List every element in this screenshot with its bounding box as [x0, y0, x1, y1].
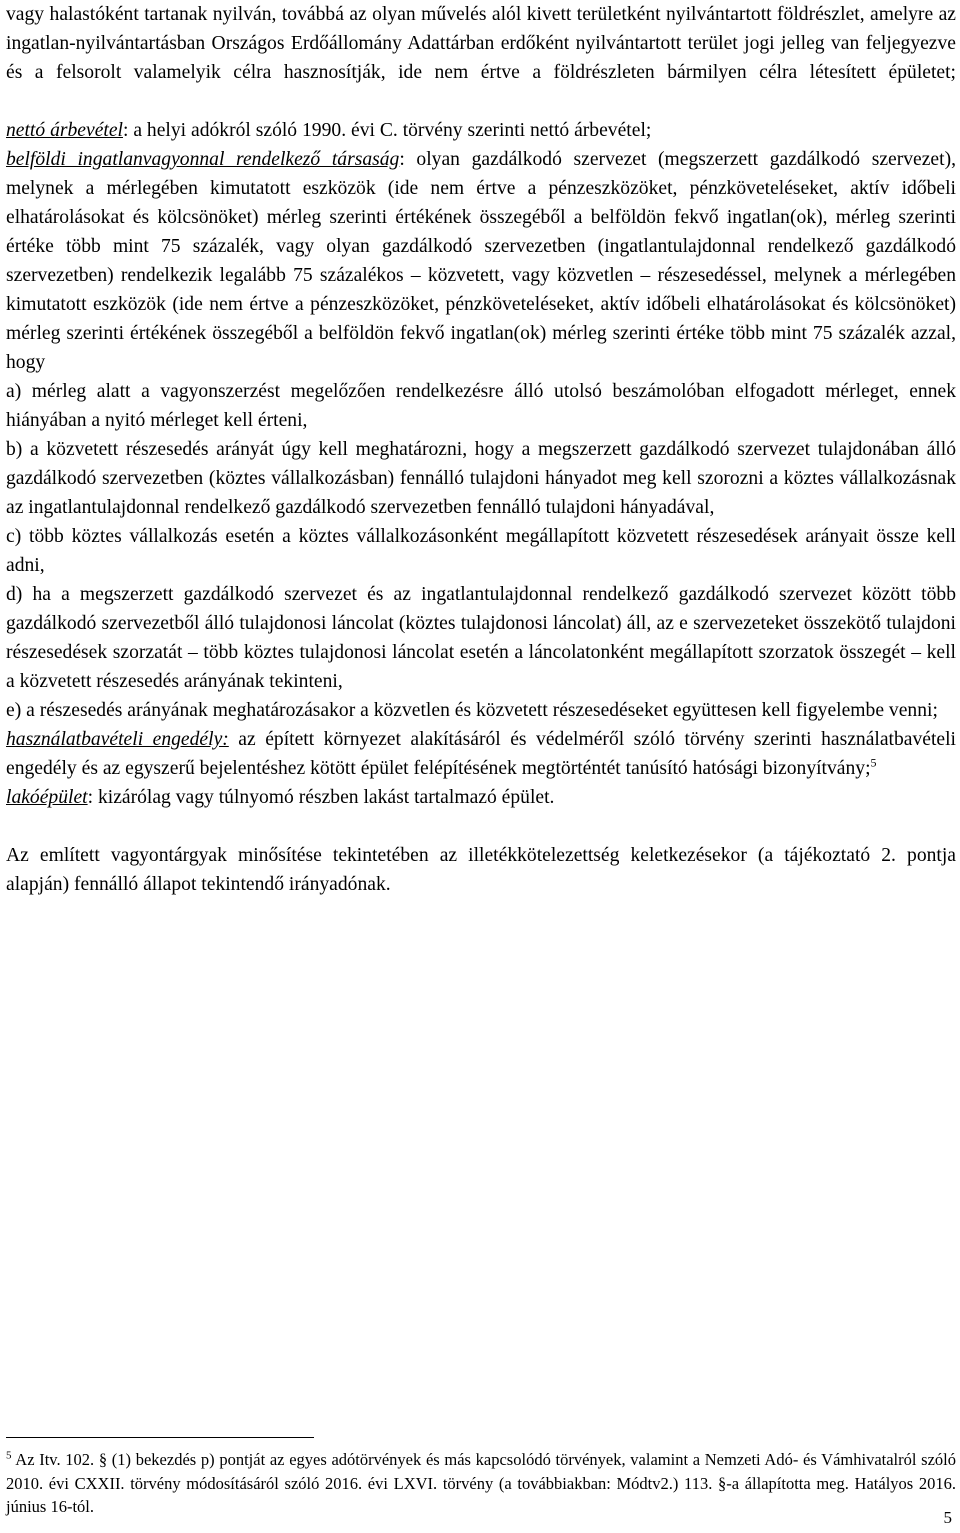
definition-text: : a helyi adókról szóló 1990. évi C. törvény szerinti nettó árbevétel; [122, 120, 652, 141]
paragraph-text: vagy halastóként tartanak nyilván, továbbá az olyan művelés alól kivett területként nyilvántartott földrészlet, amelyre az ingatlan-nyilvántartásban Országos Erdőállomány Adattárban erdőként nyilvántartott terület jogi jelleg van feljegyezve és a felsorolt valamelyik célra hasznosítják, ide nem értve a földrészleten bármilyen célra létesített épületet; [6, 4, 956, 83]
definition-real-estate-company [6, 145, 956, 377]
term-occupancy-permit: használatbavételi engedély: [6, 729, 229, 750]
footnote-number: 5 [6, 1449, 12, 1462]
closing-paragraph: Az említett vagyontárgyak minősítése tekintetében az illetékkötelezettség keletkezésekor (a tájékoztató 2. pontja alapján) fennálló állapot tekintendő irányadónak. [6, 845, 956, 895]
footnote-divider [6, 1437, 314, 1438]
definition-text: : olyan gazdálkodó szervezet (megszerzett gazdálkodó szervezet), melynek a mérlegében kimutatott eszközök (ide nem értve a pénzeszközöket, pénzköveteléseket, aktív időbeli elhatárolásokat és kölcsönöket) mérleg szerinti értékének összegéből a belföldön fekvő ingatlan(ok), mérleg szerinti értéke több mint 75 százalék, vagy olyan gazdálkodó szervezetben (ingatlantulajdonnal rendelkező gazdálkodó szervezetben) rendelkezik legalább 75 százalékos – közvetett, vagy közvetlen – részesedéssel, melynek a mérlegében kimutatott eszközök (ide nem értve a pénzeszközöket, pénzköveteléseket, aktív időbeli elhatárolásokat és kölcsönöket) mérleg szerinti értékének összegéből a belföldön fekvő ingatlan(ok) mérleg szerinti értéke több mint 75 százalék azzal, hogy [6, 149, 956, 373]
term-real-estate-company: belföldi ingatlanvagyonnal rendelkező társaság [6, 149, 400, 170]
list-item-d: d) ha a megszerzett gazdálkodó szervezet és az ingatlantulajdonnal rendelkező gazdálkodó szervezet között több gazdálkodó szervezetből álló tulajdonosi láncolat (köztes tulajdonosi láncolat) áll, az e szervezeteket összekötő tulajdoni részesedések szorzatát – több köztes tulajdonosi láncolat esetén a láncolatonként megállapított szorzatok összegét – kell a közvetett részesedés arányának tekinteni, [6, 584, 956, 692]
footnote [6, 1448, 956, 1519]
definition-net-revenue [6, 116, 956, 145]
footnote-text: Az Itv. 102. § (1) bekezdés p) pontját az egyes adótörvények és más kapcsolódó törvények, valamint a Nemzeti Adó- és Vámhivatalról szóló 2010. évi CXXII. törvény módosításáról szóló 2016. évi LXVI. törvény (a továbbiakban: Módtv2.) 113. §-a állapította meg. Hatályos 2016. június 16-tól. [6, 1450, 956, 1516]
term-net-revenue: nettó árbevétel [6, 120, 123, 141]
list-item-c: c) több köztes vállalkozás esetén a köztes vállalkozásonként megállapított közvetett részesedések arányait össze kell adni, [6, 526, 956, 576]
definition-occupancy-permit [6, 725, 956, 783]
document-page [6, 0, 956, 1527]
body-text [6, 0, 956, 899]
footnote-reference[interactable]: 5 [870, 755, 877, 770]
page-number: 5 [943, 1508, 952, 1527]
paragraph-spacer [6, 812, 956, 841]
definition-residential-building [6, 783, 956, 812]
list-item-e: e) a részesedés arányának meghatározásakor a közvetlen és közvetett részesedéseket együttesen kell figyelembe venni; [6, 700, 938, 721]
list-item-a: a) mérleg alatt a vagyonszerzést megelőzően rendelkezésre álló utolsó beszámolóban elfogadott mérleget, ennek hiányában a nyitó mérleget kell érteni, [6, 381, 956, 431]
definition-text: : kizárólag vagy túlnyomó részben lakást tartalmazó épület. [87, 787, 555, 808]
list-item-b: b) a közvetett részesedés arányát úgy kell meghatározni, hogy a megszerzett gazdálkodó szervezet tulajdonában álló gazdálkodó szervezetben (köztes vállalkozásban) fennálló tulajdoni hányadot meg kell szorozni a köztes vállalkozásnak az ingatlantulajdonnal rendelkező gazdálkodó szervezetben fennálló tulajdoni hányadával, [6, 439, 956, 518]
paragraph-land-definition [6, 0, 956, 116]
term-residential-building: lakóépület [6, 787, 88, 808]
definition-text: az épített környezet alakításáról és védelméről szóló törvény szerinti használatbavételi engedély és az egyszerű bejelentéshez kötött épület felépítésének megtörténtét tanúsító hatósági bizonyítvány; [6, 729, 956, 779]
